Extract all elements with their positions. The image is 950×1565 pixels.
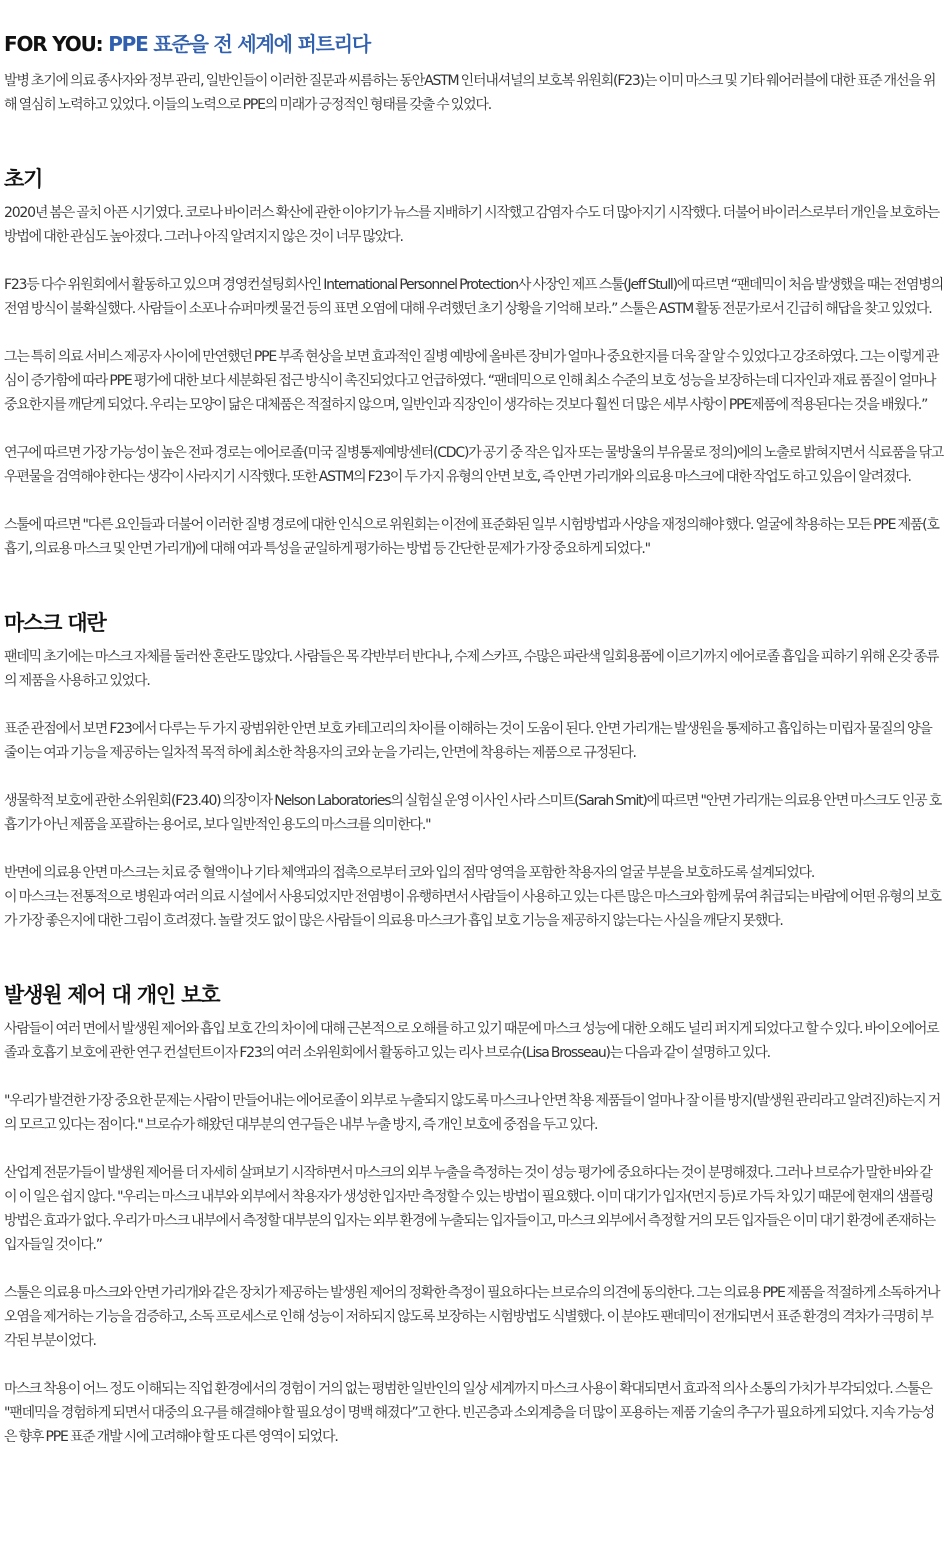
paragraph: "우리가 발견한 가장 중요한 문제는 사람이 만들어내는 에어로졸이 외부로 누출되지 않도록 마스크나 안면 착용 제품들이 얼마나 잘 이를 방지(발생원 관리라고 알려진)하는지 거의 모르고 있다는 점이다." 브로슈가 해왔던 대부분의 연구들은 내부 누출 방지, 즉 개인 보호에 중점을 두고 있다. [4,1093,941,1133]
paragraph: 반면에 의료용 안면 마스크는 치료 중 혈액이나 기타 체액과의 접촉으로부터 코와 입의 점막 영역을 포함한 착용자의 얼굴 부분을 보호하도록 설계되었다. 이 마스크는 전통적으로 병원과 여러 의료 시설에서 사용되었지만 전염병이 유행하면서 사람들이 사용하고 있는 다른 많은 마스크와 함께 묶여 취급되는 바람에 어떤 유형의 보호가 가장 좋은지에 대한 그림이 흐려졌다. 놀랄 것도 없이 많은 사람들이 의료용 마스크가 흡입 보호 기능을 제공하지 않는다는 사실을 깨닫지 못했다. [4,865,941,929]
paragraph: F23등 다수 위원회에서 활동하고 있으며 경영컨설팅회사인 International Personnel Protection사 사장인 제프 스툴(Jeff Stull)에 따르면 “팬데믹이 처음 발생했을 때는 전염병의 전염 방식이 불확실했다. 사람들이 소포나 슈퍼마켓 물건 등의 표면 오염에 대해 우려했던 초기 상황을 기억해 보라.” 스툴은 ASTM 활동 전문가로서 긴급히 해답을 찾고 있었다. [4,277,943,317]
section-mask-chaos [4,607,944,933]
section-early [4,163,944,561]
paragraph: 산업계 전문가들이 발생원 제어를 더 자세히 살펴보기 시작하면서 마스크의 외부 누출을 측정하는 것이 성능 평가에 중요하다는 것이 분명해졌다. 그러나 브로슈가 말한 바와 같이 이 일은 쉽지 않다. "우리는 마스크 내부와 외부에서 착용자가 생성한 입자만 측정할 수 있는 방법이 필요했다. 이미 대기가 입자(먼지 등)로 가득 차 있기 때문에 현재의 샘플링 방법은 효과가 없다. 우리가 마스크 내부에서 측정할 대부분의 입자는 외부 환경에 누출되는 입자들이고, 마스크 외부에서 측정할 거의 모든 입자들은 이미 대기 환경에 존재하는 입자들일 것이다.” [4,1165,936,1253]
title-prefix: FOR YOU: [4,32,109,56]
paragraph: 사람들이 여러 면에서 발생원 제어와 흡입 보호 간의 차이에 대해 근본적으로 오해를 하고 있기 때문에 마스크 성능에 대한 오해도 널리 퍼지게 되었다고 할 수 있다. 바이오에어로졸과 호흡기 보호에 관한 연구 컨설턴트이자 F23의 여러 소위원회에서 활동하고 있는 리사 브로슈(Lisa Brosseau)는 다음과 같이 설명하고 있다. [4,1021,939,1061]
intro-paragraph: 발병 초기에 의료 종사자와 정부 관리, 일반인들이 이러한 질문과 씨름하는 동안ASTM 인터내셔널의 보호복 위원회(F23)는 이미 마스크 및 기타 웨어러블에 대한 표준 개선을 위해 열심히 노력하고 있었다. 이들의 노력으로 PPE의 미래가 긍정적인 형태를 갖출 수 있었다. [4,73,936,113]
article-title [4,29,944,59]
title-highlight: PPE 표준을 전 세계에 퍼트리다 [108,32,370,56]
paragraph: 표준 관점에서 보면 F23에서 다루는 두 가지 광범위한 안면 보호 카테고리의 차이를 이해하는 것이 도움이 된다. 안면 가리개는 발생원을 통제하고 흡입하는 미립자 물질의 양을 줄이는 여과 기능을 제공하는 일차적 목적 하에 최소한 착용자의 코와 눈을 가리는, 안면에 착용하는 제품으로 규정된다. [4,721,932,761]
paragraph: 생물학적 보호에 관한 소위원회(F23.40) 의장이자 Nelson Laboratories의 실험실 운영 이사인 사라 스미트(Sarah Smit)에 따르면 "안면 가리개는 의료용 안면 마스크도 인공 호흡기가 아닌 제품을 포괄하는 용어로, 보다 일반적인 용도의 마스크를 의미한다." [4,793,942,833]
paragraph: 스툴은 의료용 마스크와 안면 가리개와 같은 장치가 제공하는 발생원 제어의 정확한 측정이 필요하다는 브로슈의 의견에 동의한다. 그는 의료용 PPE 제품을 적절하게 소독하거나 오염을 제거하는 기능을 검증하고, 소독 프로세스로 인해 성능이 저하되지 않도록 보장하는 시험방법도 식별했다. 이 분야도 팬데믹이 전개되면서 표준 환경의 격차가 극명히 부각된 부분이었다. [4,1285,940,1349]
paragraph: 팬데믹 초기에는 마스크 자체를 둘러싼 혼란도 많았다. 사람들은 목 각반부터 반다나, 수제 스카프, 수많은 파란색 일회용품에 이르기까지 에어로졸 흡입을 피하기 위해 온갖 종류의 제품을 사용하고 있었다. [4,649,939,689]
paragraph: 스툴에 따르면 "다른 요인들과 더불어 이러한 질병 경로에 대한 인식으로 위원회는 이전에 표준화된 일부 시험방법과 사양을 재정의해야 했다. 얼굴에 착용하는 모든 PPE 제품(호흡기, 의료용 마스크 및 안면 가리개)에 대해 여과 특성을 균일하게 평가하는 방법 등 간단한 문제가 가장 중요하게 되었다." [4,517,939,557]
section-heading: 초기 [4,167,43,191]
section-heading: 마스크 대란 [4,611,106,635]
section-heading: 발생원 제어 대 개인 보호 [4,983,220,1007]
paragraph: 연구에 따르면 가장 가능성이 높은 전파 경로는 에어로졸(미국 질병통제예방센터(CDC)가 공기 중 작은 입자 또는 물방울의 부유물로 정의)에의 노출로 밝혀지면서 식료품을 닦고 우편물을 검역해야 한다는 생각이 사라지기 시작했다. 또한 ASTM의 F23이 두 가지 유형의 안면 보호, 즉 안면 가리개와 의료용 마스크에 대한 작업도 하고 있음이 알려졌다. [4,445,944,485]
paragraph: 그는 특히 의료 서비스 제공자 사이에 만연했던 PPE 부족 현상을 보면 효과적인 질병 예방에 올바른 장비가 얼마나 중요한지를 더욱 잘 알 수 있었다고 강조하였다. 그는 이렇게 관심이 증가함에 따라 PPE 평가에 대한 보다 세분화된 접근 방식이 촉진되었다고 언급하였다. “팬데믹으로 인해 최소 수준의 보호 성능을 보장하는데 디자인과 재료 품질이 얼마나 중요한지를 깨닫게 되었다. 우리는 모양이 닮은 대체품은 적절하지 않으며, 일반인과 직장인이 생각하는 것보다 훨씬 더 많은 세부 사항이 PPE제품에 적용된다는 것을 배웠다.” [4,349,939,413]
paragraph: 2020년 봄은 골치 아픈 시기였다. 코로나 바이러스 확산에 관한 이야기가 뉴스를 지배하기 시작했고 감염자 수도 더 많아지기 시작했다. 더불어 바이러스로부터 개인을 보호하는 방법에 대한 관심도 높아졌다. 그러나 아직 알려지지 않은 것이 너무 많았다. [4,205,939,245]
section-source-control [4,979,944,1449]
paragraph: 마스크 착용이 어느 정도 이해되는 직업 환경에서의 경험이 거의 없는 평범한 일반인의 일상 세계까지 마스크 사용이 확대되면서 효과적 의사 소통의 가치가 부각되었다. 스툴은 "팬데믹을 경험하게 되면서 대중의 요구를 해결해야 할 필요성이 명백 해졌다”고 한다. 빈곤층과 소외계층을 더 많이 포용하는 제품 기술의 추구가 필요하게 되었다. 지속 가능성은 향후 PPE 표준 개발 시에 고려해야 할 또 다른 영역이 되었다. [4,1381,934,1445]
